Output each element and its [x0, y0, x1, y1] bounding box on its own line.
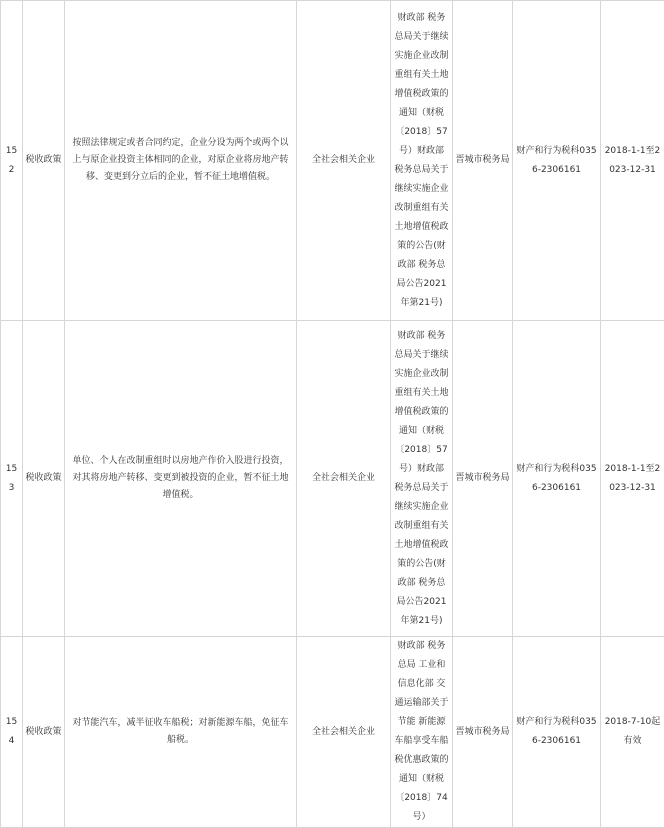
validity-period: 2018-1-1至2023-12-31 [601, 1, 664, 321]
policy-basis: 财政部 税务总局 工业和信息化部 交通运输部关于节能 新能源车船享受车船税优惠政策的通知（财税〔2018〕74号） [391, 637, 453, 828]
table-row [1, 1, 664, 321]
validity-period: 2018-7-10起有效 [601, 637, 664, 828]
policy-category: 税收政策 [23, 1, 65, 321]
target-group: 全社会相关企业 [297, 637, 391, 828]
responsible-agency: 晋城市税务局 [453, 1, 513, 321]
policy-content: 对节能汽车，减半征收车船税；对新能源车船，免征车船税。 [65, 637, 297, 828]
row-number: 154 [1, 637, 23, 828]
table-row [1, 637, 664, 828]
row-number: 152 [1, 1, 23, 321]
policy-content: 单位、个人在改制重组时以房地产作价入股进行投资，对其将房地产转移、变更到被投资的企业，暂不征土地增值税。 [65, 321, 297, 637]
table-row [1, 321, 664, 637]
policy-category: 税收政策 [23, 321, 65, 637]
target-group: 全社会相关企业 [297, 321, 391, 637]
responsible-agency: 晋城市税务局 [453, 321, 513, 637]
policy-content: 按照法律规定或者合同约定，企业分设为两个或两个以上与原企业投资主体相同的企业，对原企业将房地产转移、变更到分立后的企业，暂不征土地增值税。 [65, 1, 297, 321]
validity-period: 2018-1-1至2023-12-31 [601, 321, 664, 637]
policy-basis: 财政部 税务总局关于继续实施企业改制重组有关土地增值税政策的通知（财税〔2018〕57号）财政部 税务总局关于继续实施企业改制重组有关土地增值税政策的公告(财政部 税务总局公告2021年第21号) [391, 321, 453, 637]
contact-info: 财产和行为税科0356-2306161 [513, 321, 601, 637]
target-group: 全社会相关企业 [297, 1, 391, 321]
row-number: 153 [1, 321, 23, 637]
policy-basis: 财政部 税务总局关于继续实施企业改制重组有关土地增值税政策的通知（财税〔2018〕57号）财政部 税务总局关于继续实施企业改制重组有关土地增值税政策的公告(财政部 税务总局公告2021年第21号) [391, 1, 453, 321]
policy-category: 税收政策 [23, 637, 65, 828]
contact-info: 财产和行为税科0356-2306161 [513, 637, 601, 828]
contact-info: 财产和行为税科0356-2306161 [513, 1, 601, 321]
responsible-agency: 晋城市税务局 [453, 637, 513, 828]
